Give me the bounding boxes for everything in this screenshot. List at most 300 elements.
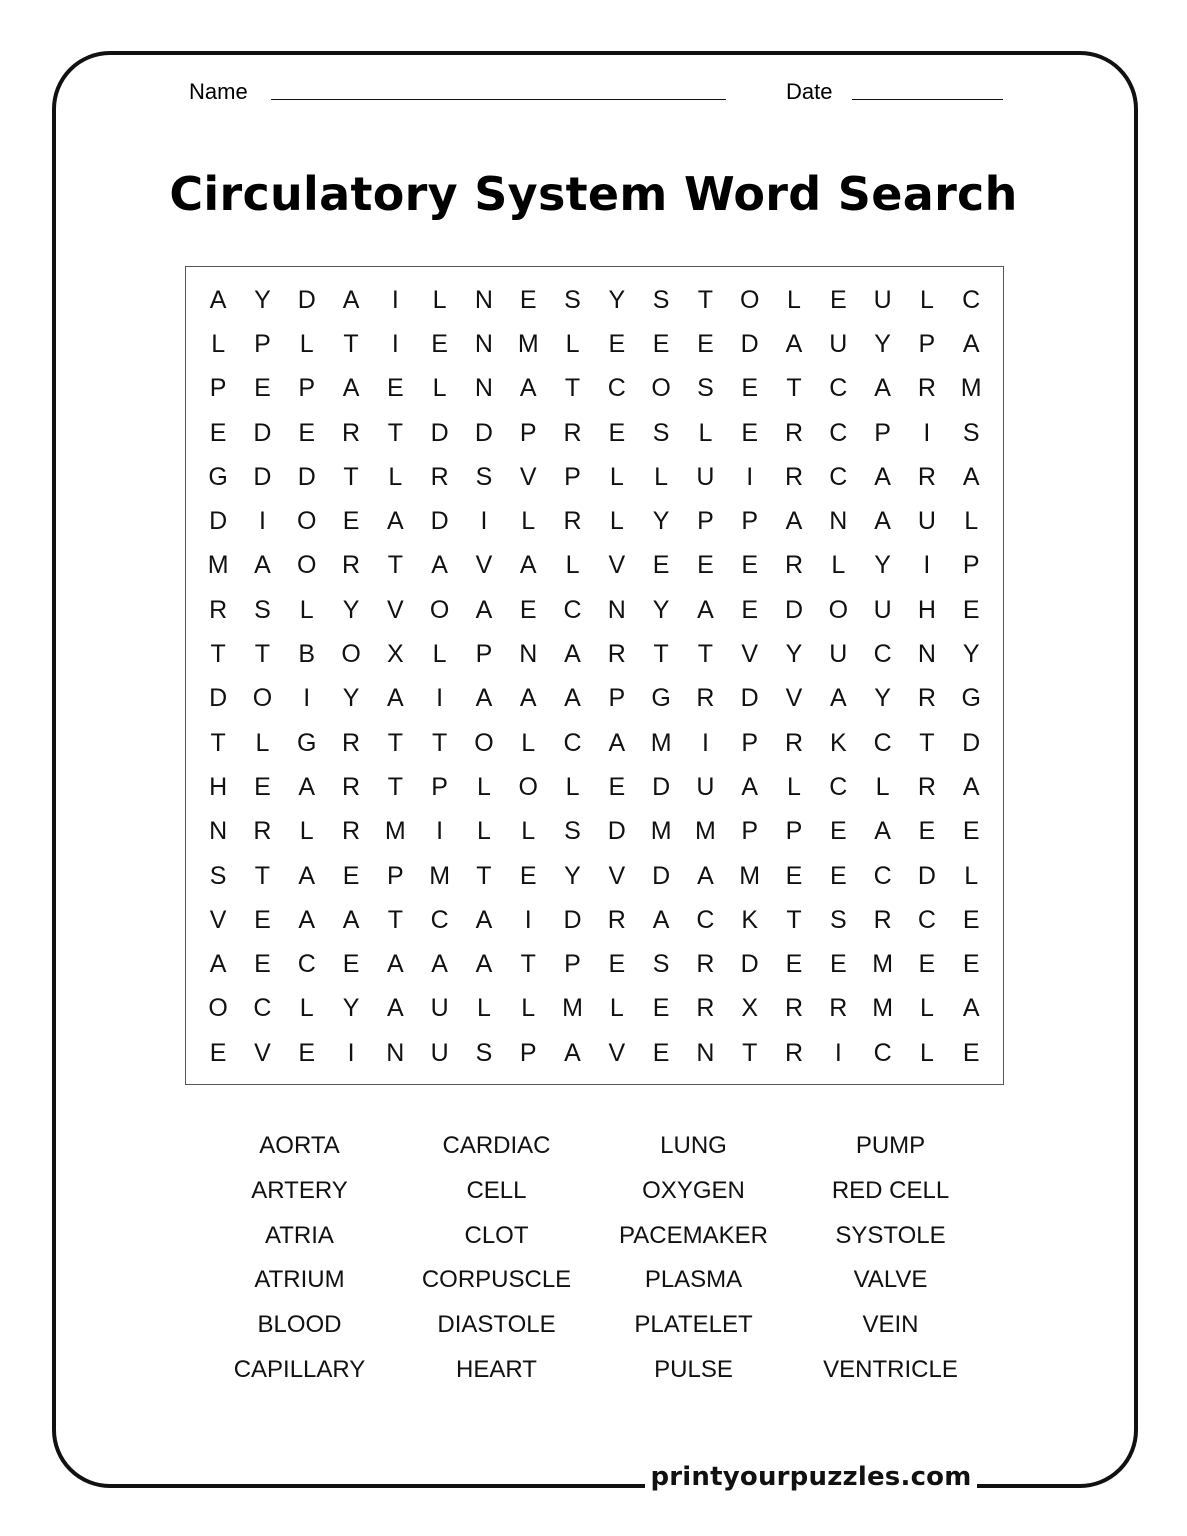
grid-letter[interactable]: S [652,285,670,314]
grid-letter[interactable]: P [874,418,891,447]
grid-letter[interactable]: N [917,640,936,669]
grid-letter[interactable]: P [741,817,759,846]
grid-letter[interactable]: E [608,950,626,979]
grid-letter[interactable]: O [297,507,317,536]
grid-letter[interactable]: C [873,1038,892,1067]
grid-letter[interactable]: P [475,640,493,669]
grid-letter[interactable]: U [873,285,892,314]
grid-letter[interactable]: E [254,950,271,979]
grid-letter[interactable]: T [520,950,536,979]
grid-letter[interactable]: N [474,329,493,358]
grid-letter[interactable]: E [962,950,980,979]
grid-letter[interactable]: T [697,640,714,669]
grid-letter[interactable]: A [962,329,980,358]
grid-letter[interactable]: E [431,329,448,358]
grid-letter[interactable]: L [476,817,491,846]
grid-letter[interactable]: L [299,817,314,846]
grid-letter[interactable]: L [565,772,580,801]
grid-letter[interactable]: Y [785,640,803,669]
grid-letter[interactable]: A [386,950,404,979]
grid-letter[interactable]: S [475,1038,493,1067]
grid-letter[interactable]: B [298,640,316,669]
grid-letter[interactable]: A [254,551,271,580]
grid-letter[interactable]: R [917,374,936,403]
grid-letter[interactable]: I [834,1038,842,1067]
grid-letter[interactable]: S [652,950,670,979]
grid-letter[interactable]: D [297,285,316,314]
grid-letter[interactable]: D [740,684,759,713]
grid-letter[interactable]: C [829,772,848,801]
grid-letter[interactable]: M [650,728,672,757]
grid-letter[interactable]: P [519,1038,537,1067]
grid-letter[interactable]: R [784,551,804,580]
grid-letter[interactable]: T [254,640,271,669]
grid-letter[interactable]: A [962,462,980,491]
grid-letter[interactable]: E [829,950,847,979]
grid-letter[interactable]: E [254,905,271,934]
grid-letter[interactable]: A [342,374,360,403]
grid-letter[interactable]: A [298,861,316,890]
grid-letter[interactable]: I [524,905,532,934]
grid-letter[interactable]: T [343,462,359,491]
grid-letter[interactable]: E [652,994,670,1023]
grid-letter[interactable]: E [697,551,714,580]
grid-letter[interactable]: A [785,329,803,358]
grid-letter[interactable]: G [651,684,671,713]
grid-letter[interactable]: A [298,905,316,934]
grid-letter[interactable]: L [654,462,669,491]
grid-letter[interactable]: Y [962,640,980,669]
grid-letter[interactable]: A [829,684,847,713]
grid-letter[interactable]: A [342,905,360,934]
grid-letter[interactable]: T [387,551,403,580]
grid-letter[interactable]: I [347,1038,355,1067]
grid-letter[interactable]: A [785,507,803,536]
grid-letter[interactable]: Y [342,994,360,1023]
grid-letter[interactable]: R [917,462,936,491]
grid-letter[interactable]: I [480,507,488,536]
grid-letter[interactable]: E [608,329,626,358]
grid-letter[interactable]: M [207,551,229,580]
grid-letter[interactable]: T [786,374,802,403]
grid-letter[interactable]: N [607,595,626,624]
grid-letter[interactable]: D [253,418,272,447]
grid-letter[interactable]: E [386,374,404,403]
grid-letter[interactable]: D [740,950,759,979]
grid-letter[interactable]: O [828,595,849,624]
grid-letter[interactable]: C [563,728,582,757]
grid-letter[interactable]: V [608,1038,626,1067]
grid-letter[interactable]: L [609,462,624,491]
grid-letter[interactable]: A [431,551,448,580]
grid-letter[interactable]: A [697,861,714,890]
grid-letter[interactable]: A [874,507,891,536]
grid-letter[interactable]: E [962,905,980,934]
grid-letter[interactable]: R [342,772,361,801]
grid-letter[interactable]: C [873,861,892,890]
grid-letter[interactable]: E [829,285,847,314]
grid-letter[interactable]: E [342,950,360,979]
grid-letter[interactable]: L [919,994,934,1023]
grid-letter[interactable]: R [253,817,272,846]
grid-letter[interactable]: N [829,507,848,536]
grid-letter[interactable]: T [343,329,359,358]
grid-letter[interactable]: D [253,462,272,491]
grid-letter[interactable]: L [211,329,226,358]
grid-letter[interactable]: T [254,861,271,890]
grid-letter[interactable]: T [210,728,226,757]
grid-letter[interactable]: L [299,329,314,358]
grid-letter[interactable]: L [787,285,801,314]
grid-letter[interactable]: U [829,640,848,669]
grid-letter[interactable]: R [829,994,848,1023]
grid-letter[interactable]: R [342,551,361,580]
grid-letter[interactable]: E [608,418,626,447]
grid-letter[interactable]: L [609,994,624,1023]
grid-letter[interactable]: U [696,462,715,491]
grid-letter[interactable]: A [519,551,537,580]
grid-letter[interactable]: M [872,994,894,1023]
grid-letter[interactable]: R [784,728,804,757]
grid-letter[interactable]: K [829,728,847,757]
grid-letter[interactable]: H [917,595,936,624]
grid-letter[interactable]: N [474,285,493,314]
grid-letter[interactable]: L [432,285,447,314]
grid-letter[interactable]: D [740,329,759,358]
grid-letter[interactable]: S [829,905,847,934]
grid-letter[interactable]: P [564,462,581,491]
grid-letter[interactable]: M [517,329,539,358]
grid-letter[interactable]: E [962,595,980,624]
grid-letter[interactable]: A [564,1038,581,1067]
grid-letter[interactable]: T [387,728,403,757]
grid-letter[interactable]: C [253,994,272,1023]
grid-letter[interactable]: V [519,462,537,491]
grid-letter[interactable]: L [476,994,491,1023]
grid-letter[interactable]: A [209,950,227,979]
grid-letter[interactable]: L [388,462,403,491]
grid-letter[interactable]: E [652,551,670,580]
grid-letter[interactable]: M [739,861,761,890]
grid-letter[interactable]: E [652,1038,670,1067]
grid-letter[interactable]: C [430,905,449,934]
grid-letter[interactable]: P [918,329,936,358]
grid-letter[interactable]: D [297,462,316,491]
grid-letter[interactable]: E [342,507,360,536]
grid-letter[interactable]: T [476,861,492,890]
grid-letter[interactable]: P [564,950,581,979]
grid-letter[interactable]: L [255,728,270,757]
grid-letter[interactable]: E [254,772,271,801]
grid-letter[interactable]: D [209,684,228,713]
grid-letter[interactable]: R [342,817,361,846]
grid-letter[interactable]: C [829,418,848,447]
grid-letter[interactable]: A [475,905,493,934]
grid-letter[interactable]: L [565,551,580,580]
grid-letter[interactable]: I [258,507,266,536]
grid-letter[interactable]: R [873,905,892,934]
grid-letter[interactable]: C [962,285,981,314]
grid-letter[interactable]: L [565,329,580,358]
grid-letter[interactable]: S [209,861,227,890]
grid-letter[interactable]: S [564,817,581,846]
grid-letter[interactable]: U [829,329,848,358]
grid-letter[interactable]: A [298,772,316,801]
grid-letter[interactable]: P [785,817,803,846]
grid-letter[interactable]: R [696,950,715,979]
grid-letter[interactable]: V [608,861,626,890]
grid-letter[interactable]: E [652,329,670,358]
grid-letter[interactable]: A [386,507,404,536]
grid-letter[interactable]: R [917,772,936,801]
date-field[interactable] [852,99,1003,100]
grid-letter[interactable]: L [831,551,846,580]
grid-letter[interactable]: D [784,595,804,624]
grid-letter[interactable]: V [741,640,759,669]
grid-letter[interactable]: D [917,861,936,890]
grid-letter[interactable]: L [521,507,536,536]
grid-letter[interactable]: L [299,595,314,624]
grid-letter[interactable]: P [386,861,404,890]
grid-letter[interactable]: I [923,418,931,447]
grid-letter[interactable]: A [475,684,493,713]
grid-letter[interactable]: D [652,861,671,890]
grid-letter[interactable]: R [342,728,361,757]
grid-letter[interactable]: P [608,684,626,713]
grid-letter[interactable]: E [519,861,537,890]
grid-letter[interactable]: A [386,994,404,1023]
grid-letter[interactable]: R [342,418,361,447]
grid-letter[interactable]: D [607,817,626,846]
grid-letter[interactable]: R [607,905,626,934]
grid-letter[interactable]: A [475,595,493,624]
grid-letter[interactable]: I [391,285,399,314]
grid-letter[interactable]: G [297,728,317,757]
grid-letter[interactable]: I [303,684,311,713]
grid-letter[interactable]: T [919,728,935,757]
site-url[interactable]: printyourpuzzles.com [650,1462,972,1492]
grid-letter[interactable]: L [964,507,979,536]
grid-letter[interactable]: A [209,285,227,314]
grid-letter[interactable]: M [960,374,982,403]
grid-letter[interactable]: D [209,507,228,536]
grid-letter[interactable]: V [608,551,626,580]
grid-letter[interactable]: L [521,994,536,1023]
grid-letter[interactable]: E [342,861,360,890]
grid-letter[interactable]: X [386,640,404,669]
grid-letter[interactable]: S [697,374,714,403]
grid-letter[interactable]: U [917,507,936,536]
grid-letter[interactable]: E [741,418,759,447]
grid-letter[interactable]: E [785,861,803,890]
grid-letter[interactable]: O [252,684,273,713]
grid-letter[interactable]: T [387,905,403,934]
grid-letter[interactable]: D [430,418,449,447]
grid-letter[interactable]: Y [564,861,581,890]
grid-letter[interactable]: T [387,418,403,447]
grid-letter[interactable]: L [698,418,713,447]
grid-letter[interactable]: G [208,462,228,491]
grid-letter[interactable]: R [784,1038,804,1067]
grid-letter[interactable]: R [209,595,228,624]
grid-letter[interactable]: D [474,418,493,447]
grid-letter[interactable]: P [962,551,980,580]
grid-letter[interactable]: O [341,640,361,669]
grid-letter[interactable]: S [564,285,581,314]
grid-letter[interactable]: P [431,772,448,801]
grid-letter[interactable]: A [962,994,980,1023]
grid-letter[interactable]: I [436,817,444,846]
grid-letter[interactable]: R [917,684,936,713]
grid-letter[interactable]: C [696,905,715,934]
grid-letter[interactable]: R [696,684,715,713]
grid-letter[interactable]: V [386,595,404,624]
grid-letter[interactable]: A [697,595,714,624]
grid-letter[interactable]: Y [342,684,360,713]
grid-letter[interactable]: N [209,817,228,846]
grid-letter[interactable]: I [436,684,444,713]
grid-letter[interactable]: H [209,772,228,801]
grid-letter[interactable]: D [430,507,449,536]
grid-letter[interactable]: T [210,640,226,669]
grid-letter[interactable]: L [299,994,314,1023]
grid-letter[interactable]: E [741,595,759,624]
grid-letter[interactable]: T [697,285,714,314]
grid-letter[interactable]: A [652,905,670,934]
grid-letter[interactable]: D [563,905,582,934]
grid-letter[interactable]: O [518,772,538,801]
grid-letter[interactable]: L [787,772,801,801]
grid-letter[interactable]: A [519,684,537,713]
grid-letter[interactable]: O [474,728,494,757]
grid-letter[interactable]: V [785,684,803,713]
grid-letter[interactable]: C [297,950,316,979]
grid-letter[interactable]: E [741,374,759,403]
grid-letter[interactable]: A [962,772,980,801]
grid-letter[interactable]: P [741,728,759,757]
grid-letter[interactable]: N [696,1038,715,1067]
grid-letter[interactable]: M [695,817,716,846]
grid-letter[interactable]: T [653,640,669,669]
grid-letter[interactable]: U [430,994,449,1023]
grid-letter[interactable]: T [431,728,448,757]
grid-letter[interactable]: R [784,418,804,447]
grid-letter[interactable]: D [962,728,981,757]
grid-letter[interactable]: L [919,1038,934,1067]
grid-letter[interactable]: E [829,861,847,890]
grid-letter[interactable]: L [919,285,934,314]
grid-letter[interactable]: A [386,684,404,713]
grid-letter[interactable]: A [608,728,626,757]
grid-letter[interactable]: N [386,1038,405,1067]
grid-letter[interactable]: U [873,595,892,624]
grid-letter[interactable]: C [829,374,848,403]
grid-letter[interactable]: R [563,507,582,536]
grid-letter[interactable]: V [475,551,493,580]
grid-letter[interactable]: E [697,329,714,358]
grid-letter[interactable]: T [387,772,403,801]
grid-letter[interactable]: A [475,950,493,979]
grid-letter[interactable]: C [873,728,892,757]
grid-letter[interactable]: Y [254,285,271,314]
grid-letter[interactable]: A [874,374,891,403]
grid-letter[interactable]: A [874,462,891,491]
grid-letter[interactable]: Y [874,551,891,580]
grid-letter[interactable]: O [297,551,317,580]
grid-letter[interactable]: A [564,684,581,713]
grid-letter[interactable]: R [607,640,626,669]
grid-letter[interactable]: M [384,817,406,846]
grid-letter[interactable]: E [519,595,537,624]
grid-letter[interactable]: R [784,994,804,1023]
grid-letter[interactable]: L [432,640,447,669]
grid-letter[interactable]: E [829,817,847,846]
grid-letter[interactable]: M [429,861,451,890]
grid-letter[interactable]: S [962,418,980,447]
grid-letter[interactable]: X [741,994,759,1023]
grid-letter[interactable]: O [739,285,760,314]
grid-letter[interactable]: U [430,1038,449,1067]
grid-letter[interactable]: E [918,817,936,846]
grid-letter[interactable]: O [651,374,671,403]
grid-letter[interactable]: T [564,374,581,403]
grid-letter[interactable]: M [562,994,583,1023]
grid-letter[interactable]: N [474,374,493,403]
grid-letter[interactable]: P [519,418,537,447]
grid-letter[interactable]: D [652,772,671,801]
grid-letter[interactable]: O [429,595,450,624]
grid-letter[interactable]: C [607,374,626,403]
grid-letter[interactable]: E [918,950,936,979]
grid-letter[interactable]: L [875,772,890,801]
grid-letter[interactable]: S [652,418,670,447]
grid-letter[interactable]: P [209,374,227,403]
grid-letter[interactable]: A [431,950,448,979]
grid-letter[interactable]: V [209,905,227,934]
grid-letter[interactable]: M [872,950,894,979]
grid-letter[interactable]: Y [874,329,891,358]
grid-letter[interactable]: R [696,994,715,1023]
grid-letter[interactable]: A [564,640,581,669]
grid-letter[interactable]: C [829,462,848,491]
grid-letter[interactable]: E [741,551,759,580]
grid-letter[interactable]: C [873,640,892,669]
name-field[interactable] [271,99,726,100]
grid-letter[interactable]: L [964,861,979,890]
grid-letter[interactable]: L [609,507,624,536]
grid-letter[interactable]: L [521,728,536,757]
grid-letter[interactable]: E [254,374,271,403]
grid-letter[interactable]: E [209,418,227,447]
grid-letter[interactable]: L [432,374,447,403]
grid-letter[interactable]: A [519,374,537,403]
grid-letter[interactable]: Y [652,507,670,536]
grid-letter[interactable]: N [519,640,538,669]
grid-letter[interactable]: L [521,817,536,846]
grid-letter[interactable]: E [298,418,316,447]
grid-letter[interactable]: P [254,329,271,358]
grid-letter[interactable]: U [696,772,715,801]
grid-letter[interactable]: L [476,772,491,801]
grid-letter[interactable]: A [741,772,759,801]
grid-letter[interactable]: R [784,462,804,491]
grid-letter[interactable]: E [298,1038,316,1067]
grid-letter[interactable]: O [208,994,228,1023]
grid-letter[interactable]: I [746,462,754,491]
grid-letter[interactable]: E [209,1038,227,1067]
grid-letter[interactable]: P [298,374,316,403]
grid-letter[interactable]: E [608,772,626,801]
